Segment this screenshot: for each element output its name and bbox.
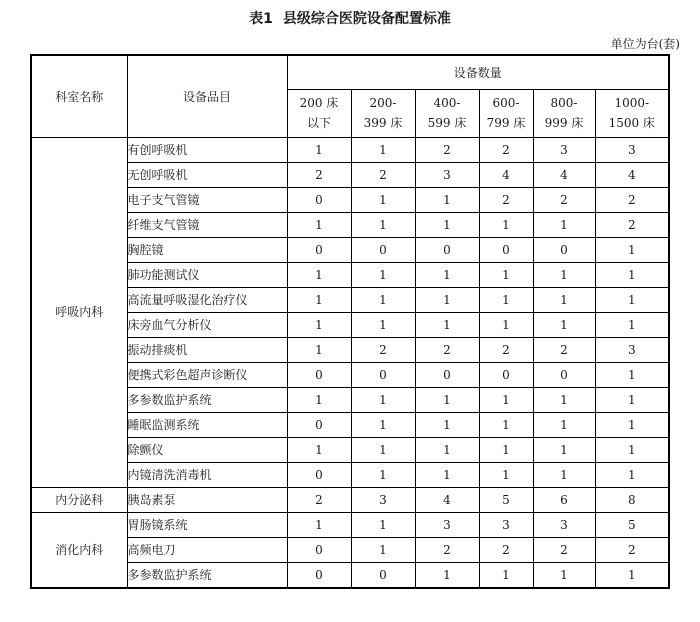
header-range	[351, 89, 415, 137]
quantity-cell: 1	[479, 387, 533, 412]
quantity-cell: 2	[287, 162, 351, 187]
header-range-line: 999 床	[544, 116, 584, 130]
header-range-line: 800-	[550, 96, 578, 110]
equipment-name: 胃肠镜系统	[127, 512, 287, 537]
quantity-cell: 3	[595, 137, 669, 162]
quantity-cell: 1	[533, 562, 595, 588]
quantity-cell: 0	[287, 462, 351, 487]
quantity-cell: 0	[287, 187, 351, 212]
quantity-cell: 1	[533, 287, 595, 312]
quantity-cell: 3	[415, 162, 479, 187]
quantity-cell: 1	[595, 262, 669, 287]
quantity-cell: 0	[533, 237, 595, 262]
quantity-cell: 1	[533, 462, 595, 487]
equipment-name: 肺功能测试仪	[127, 262, 287, 287]
quantity-cell: 2	[479, 337, 533, 362]
header-range-line: 200 床	[299, 96, 339, 110]
equipment-name: 便携式彩色超声诊断仪	[127, 362, 287, 387]
header-range-line: 799 床	[486, 116, 526, 130]
quantity-cell: 3	[479, 512, 533, 537]
quantity-cell: 5	[479, 487, 533, 512]
quantity-cell: 1	[415, 562, 479, 588]
quantity-cell: 1	[351, 437, 415, 462]
table-title	[0, 8, 700, 28]
quantity-cell: 0	[287, 537, 351, 562]
quantity-cell: 1	[595, 312, 669, 337]
quantity-cell: 8	[595, 487, 669, 512]
header-range	[415, 89, 479, 137]
quantity-cell: 1	[415, 462, 479, 487]
equipment-name: 纤维支气管镜	[127, 212, 287, 237]
quantity-cell: 1	[351, 312, 415, 337]
equipment-name: 胰岛素泵	[127, 487, 287, 512]
equipment-name: 有创呼吸机	[127, 137, 287, 162]
quantity-cell: 4	[595, 162, 669, 187]
quantity-cell: 1	[415, 262, 479, 287]
equipment-name: 多参数监护系统	[127, 387, 287, 412]
department-name: 呼吸内科	[31, 137, 127, 487]
quantity-cell: 2	[533, 187, 595, 212]
quantity-cell: 4	[479, 162, 533, 187]
quantity-cell: 2	[479, 187, 533, 212]
table-row	[31, 487, 669, 512]
quantity-cell: 1	[595, 562, 669, 588]
table-row	[31, 412, 669, 437]
quantity-cell: 1	[479, 462, 533, 487]
header-range-line: 400-	[433, 96, 461, 110]
quantity-cell: 1	[595, 437, 669, 462]
quantity-cell: 1	[351, 512, 415, 537]
quantity-cell: 1	[533, 387, 595, 412]
header-range-line: 600-	[492, 96, 520, 110]
quantity-cell: 4	[415, 487, 479, 512]
table-row	[31, 137, 669, 162]
quantity-cell: 3	[595, 337, 669, 362]
table-row	[31, 312, 669, 337]
quantity-cell: 2	[533, 337, 595, 362]
quantity-cell: 4	[533, 162, 595, 187]
equipment-name: 睡眠监测系统	[127, 412, 287, 437]
quantity-cell: 1	[287, 312, 351, 337]
quantity-cell: 0	[415, 362, 479, 387]
quantity-cell: 0	[415, 237, 479, 262]
header-range	[595, 89, 669, 137]
quantity-cell: 1	[287, 212, 351, 237]
quantity-cell: 1	[533, 312, 595, 337]
table-row	[31, 287, 669, 312]
quantity-cell: 1	[287, 437, 351, 462]
quantity-cell: 2	[351, 162, 415, 187]
quantity-cell: 0	[287, 237, 351, 262]
unit-note: 单位为台(套)	[610, 37, 680, 51]
quantity-cell: 2	[479, 137, 533, 162]
quantity-cell: 0	[479, 362, 533, 387]
header-range-line: 599 床	[427, 116, 467, 130]
equipment-name: 电子支气管镜	[127, 187, 287, 212]
quantity-cell: 1	[479, 562, 533, 588]
table-row	[31, 362, 669, 387]
header-qty: 设备数量	[287, 55, 669, 89]
quantity-cell: 1	[595, 462, 669, 487]
table-row	[31, 237, 669, 262]
quantity-cell: 1	[533, 437, 595, 462]
quantity-cell: 1	[415, 212, 479, 237]
quantity-cell: 1	[415, 187, 479, 212]
quantity-cell: 1	[351, 262, 415, 287]
quantity-cell: 1	[351, 537, 415, 562]
quantity-cell: 1	[595, 287, 669, 312]
quantity-cell: 1	[479, 262, 533, 287]
equipment-name: 多参数监护系统	[127, 562, 287, 588]
quantity-cell: 6	[533, 487, 595, 512]
quantity-cell: 3	[415, 512, 479, 537]
quantity-cell: 1	[479, 437, 533, 462]
quantity-cell: 0	[287, 562, 351, 588]
quantity-cell: 2	[351, 337, 415, 362]
equipment-name: 胸腔镜	[127, 237, 287, 262]
equipment-table	[30, 54, 670, 589]
quantity-cell: 1	[351, 387, 415, 412]
quantity-cell: 0	[479, 237, 533, 262]
quantity-cell: 2	[595, 537, 669, 562]
quantity-cell: 1	[479, 287, 533, 312]
quantity-cell: 1	[415, 287, 479, 312]
table-row	[31, 212, 669, 237]
quantity-cell: 0	[351, 362, 415, 387]
quantity-cell: 0	[533, 362, 595, 387]
quantity-cell: 1	[415, 387, 479, 412]
quantity-cell: 3	[533, 512, 595, 537]
quantity-cell: 1	[287, 287, 351, 312]
quantity-cell: 2	[595, 212, 669, 237]
quantity-cell: 1	[415, 437, 479, 462]
quantity-cell: 2	[479, 537, 533, 562]
table-number: 表1	[249, 11, 273, 27]
equipment-name: 床旁血气分析仪	[127, 312, 287, 337]
quantity-cell: 5	[595, 512, 669, 537]
quantity-cell: 1	[287, 137, 351, 162]
quantity-cell: 1	[287, 262, 351, 287]
quantity-cell: 1	[479, 312, 533, 337]
quantity-cell: 1	[595, 362, 669, 387]
department-name: 消化内科	[31, 512, 127, 588]
quantity-cell: 3	[351, 487, 415, 512]
equipment-name: 振动排痰机	[127, 337, 287, 362]
table-row	[31, 387, 669, 412]
quantity-cell: 0	[287, 412, 351, 437]
equipment-name: 高流量呼吸湿化治疗仪	[127, 287, 287, 312]
quantity-cell: 1	[351, 287, 415, 312]
header-range-line: 200-	[369, 96, 397, 110]
quantity-cell: 1	[351, 187, 415, 212]
equipment-name: 内镜清洗消毒机	[127, 462, 287, 487]
header-range	[479, 89, 533, 137]
quantity-cell: 1	[595, 412, 669, 437]
header-range	[287, 89, 351, 137]
header-range-line: 399 床	[363, 116, 403, 130]
table-row	[31, 437, 669, 462]
quantity-cell: 2	[533, 537, 595, 562]
quantity-cell: 1	[479, 212, 533, 237]
table-row	[31, 537, 669, 562]
table-row	[31, 162, 669, 187]
department-name: 内分泌科	[31, 487, 127, 512]
table-row	[31, 512, 669, 537]
header-range-line: 1500 床	[608, 116, 655, 130]
header-range-line: 以下	[306, 116, 331, 130]
header-range-line: 1000-	[614, 96, 650, 110]
quantity-cell: 1	[533, 212, 595, 237]
quantity-cell: 1	[533, 412, 595, 437]
quantity-cell: 1	[287, 337, 351, 362]
equipment-name: 无创呼吸机	[127, 162, 287, 187]
quantity-cell: 1	[595, 387, 669, 412]
quantity-cell: 0	[351, 562, 415, 588]
table-row	[31, 462, 669, 487]
quantity-cell: 2	[287, 487, 351, 512]
table-row	[31, 562, 669, 588]
quantity-cell: 1	[479, 412, 533, 437]
header-range	[533, 89, 595, 137]
quantity-cell: 1	[287, 387, 351, 412]
quantity-cell: 1	[351, 212, 415, 237]
table-title-text: 县级综合医院设备配置标准	[282, 11, 451, 27]
quantity-cell: 2	[415, 537, 479, 562]
quantity-cell: 0	[351, 237, 415, 262]
quantity-cell: 1	[415, 312, 479, 337]
quantity-cell: 1	[351, 462, 415, 487]
table-row	[31, 262, 669, 287]
equipment-name: 除颤仪	[127, 437, 287, 462]
table-row	[31, 187, 669, 212]
quantity-cell: 1	[533, 262, 595, 287]
quantity-cell: 1	[595, 237, 669, 262]
quantity-cell: 1	[287, 512, 351, 537]
header-item: 设备品目	[127, 55, 287, 137]
quantity-cell: 1	[351, 137, 415, 162]
quantity-cell: 2	[595, 187, 669, 212]
quantity-cell: 1	[415, 412, 479, 437]
quantity-cell: 2	[415, 337, 479, 362]
equipment-name: 高频电刀	[127, 537, 287, 562]
quantity-cell: 1	[351, 412, 415, 437]
quantity-cell: 3	[533, 137, 595, 162]
quantity-cell: 0	[287, 362, 351, 387]
table-row	[31, 337, 669, 362]
quantity-cell: 2	[415, 137, 479, 162]
header-dept: 科室名称	[31, 55, 127, 137]
